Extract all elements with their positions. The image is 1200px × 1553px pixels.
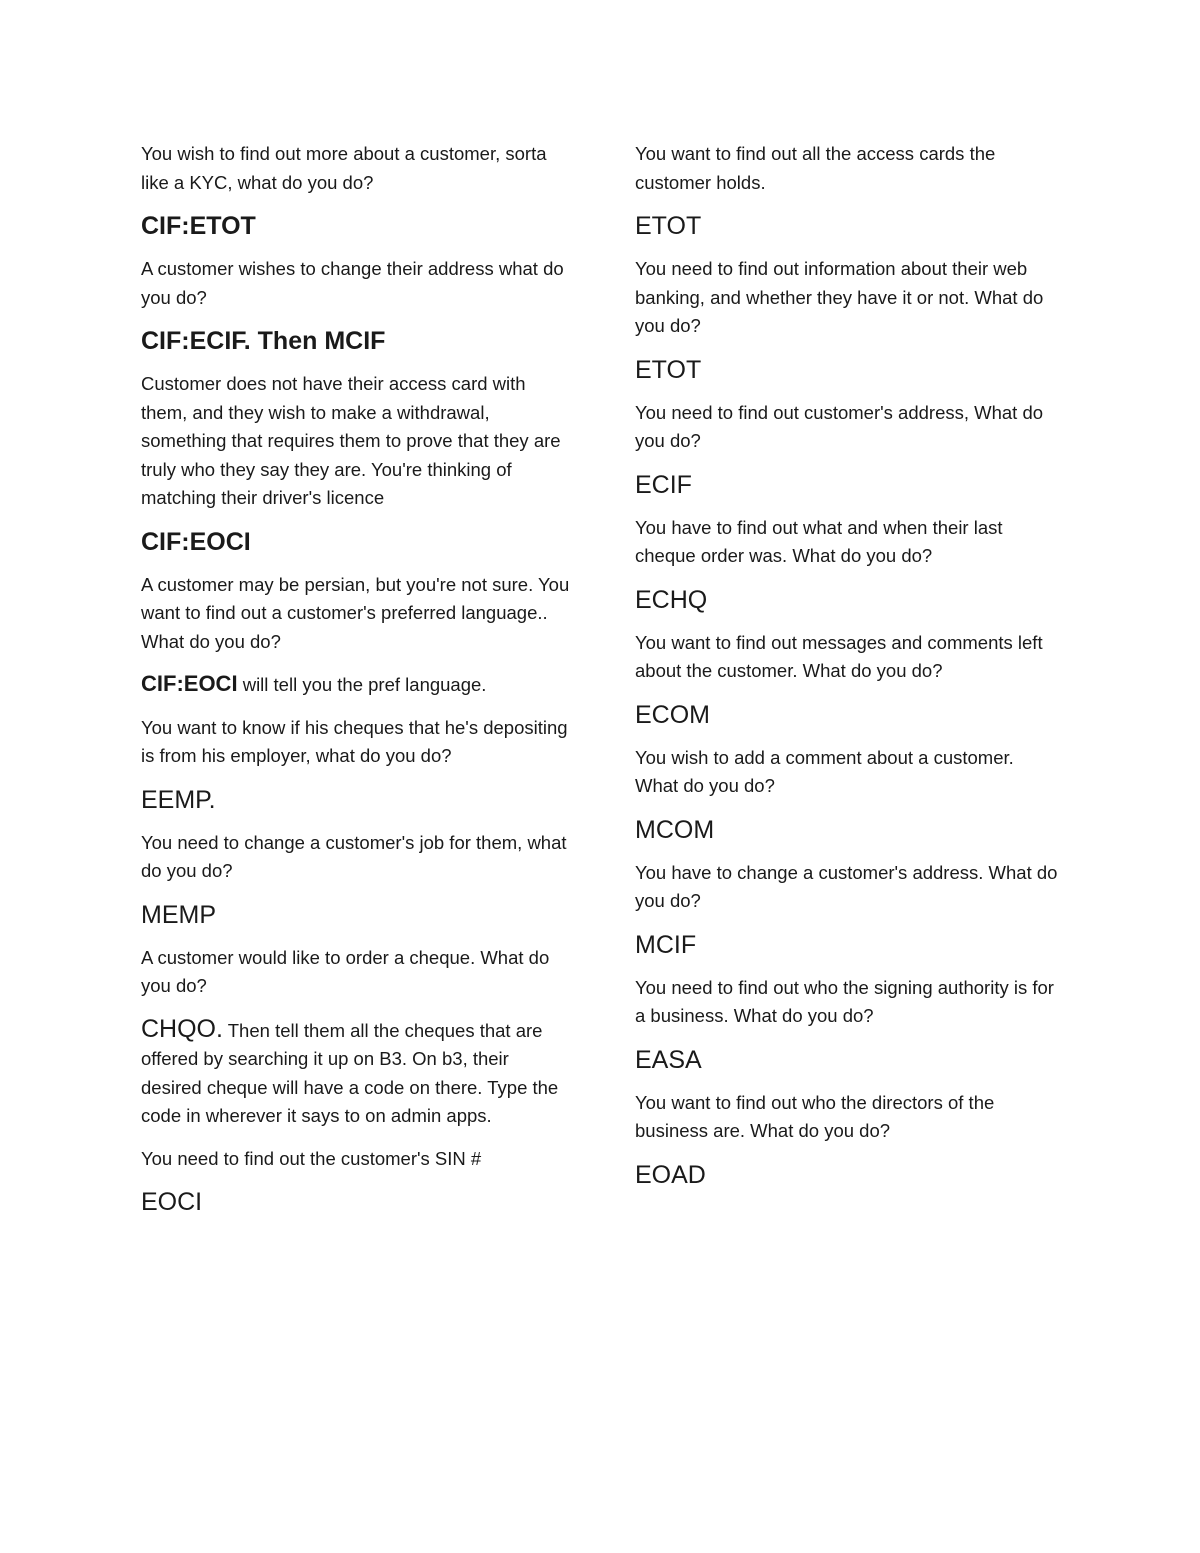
answer-etot-1: ETOT <box>635 212 702 240</box>
question-change-job: You need to change a customer's job for them, what do you do? <box>141 831 572 881</box>
answer-pref-language-tail: will tell you the pref language. <box>237 674 487 695</box>
answer-mcom: MCOM <box>635 815 715 844</box>
answer-cif-etot: CIF:ETOT <box>141 212 256 240</box>
answer-easa: EASA <box>635 1045 702 1074</box>
answer-pref-language-code: CIF:EOCI <box>141 671 238 696</box>
question-directors: You want to find out who the directors of the business are. What do you do? <box>635 1091 1000 1141</box>
question-last-cheque-order: You have to find out what and when their last cheque order was. What do you do? <box>635 516 1008 566</box>
question-sin: You need to find out the customer's SIN # <box>141 1147 482 1169</box>
question-kyc: You wish to find out more about a customer, sorta like a KYC, what do you do? <box>141 143 552 193</box>
right-column <box>635 140 1063 1204</box>
question-access-cards: You want to find out all the access cards the customer holds. <box>635 143 1001 193</box>
answer-etot-2: ETOT <box>635 355 702 384</box>
question-web-banking: You need to find out information about their web banking, and whether they have it or not. What do you do? <box>635 258 1049 336</box>
answer-echq: ECHQ <box>635 585 708 614</box>
answer-memp: MEMP <box>141 900 216 929</box>
question-signing-authority: You need to find out who the signing authority is for a business. What do you do? <box>635 976 1060 1026</box>
answer-pref-language <box>141 670 571 700</box>
answer-ecif: ECIF <box>635 470 692 499</box>
question-order-cheque: A customer would like to order a cheque. What do you do? <box>141 946 555 996</box>
left-column <box>141 140 575 1231</box>
answer-eoad: EOAD <box>635 1160 706 1189</box>
question-add-comment: You wish to add a comment about a customer. What do you do? <box>635 746 1019 796</box>
answer-ecom: ECOM <box>635 700 710 729</box>
answer-chqo <box>141 1015 571 1131</box>
answer-chqo-tail: Then tell them all the cheques that are offered by searching it up on B3. On b3, their desired cheque will have a code on there. Type the code in wherever it says to on admin apps. <box>141 1019 559 1126</box>
question-employer-cheques: You want to know if his cheques that he's depositing is from his employer, what do you do? <box>141 716 573 766</box>
answer-cif-ecif-mcif: CIF:ECIF. Then MCIF <box>141 327 386 355</box>
question-no-access-card: Customer does not have their access card with them, and they wish to make a withdrawal, something that requires them to prove that they are truly who they say they are. You're thinking of matching their driver's licence <box>141 373 566 508</box>
answer-eemp: EEMP. <box>141 785 216 814</box>
answer-mcif: MCIF <box>635 930 697 959</box>
answer-chqo-code: CHQO. <box>141 1014 223 1043</box>
answer-cif-eoci: CIF:EOCI <box>141 527 251 556</box>
question-messages-comments: You want to find out messages and comments left about the customer. What do you do? <box>635 631 1048 681</box>
question-find-address: You need to find out customer's address, What do you do? <box>635 401 1049 451</box>
question-preferred-language: A customer may be persian, but you're not sure. You want to find out a customer's preferred language.. What do you do? <box>141 573 575 652</box>
question-change-address-2: You have to change a customer's address. What do you do? <box>635 861 1063 911</box>
answer-eoci: EOCI <box>141 1188 203 1216</box>
question-change-address: A customer wishes to change their address what do you do? <box>141 258 569 308</box>
